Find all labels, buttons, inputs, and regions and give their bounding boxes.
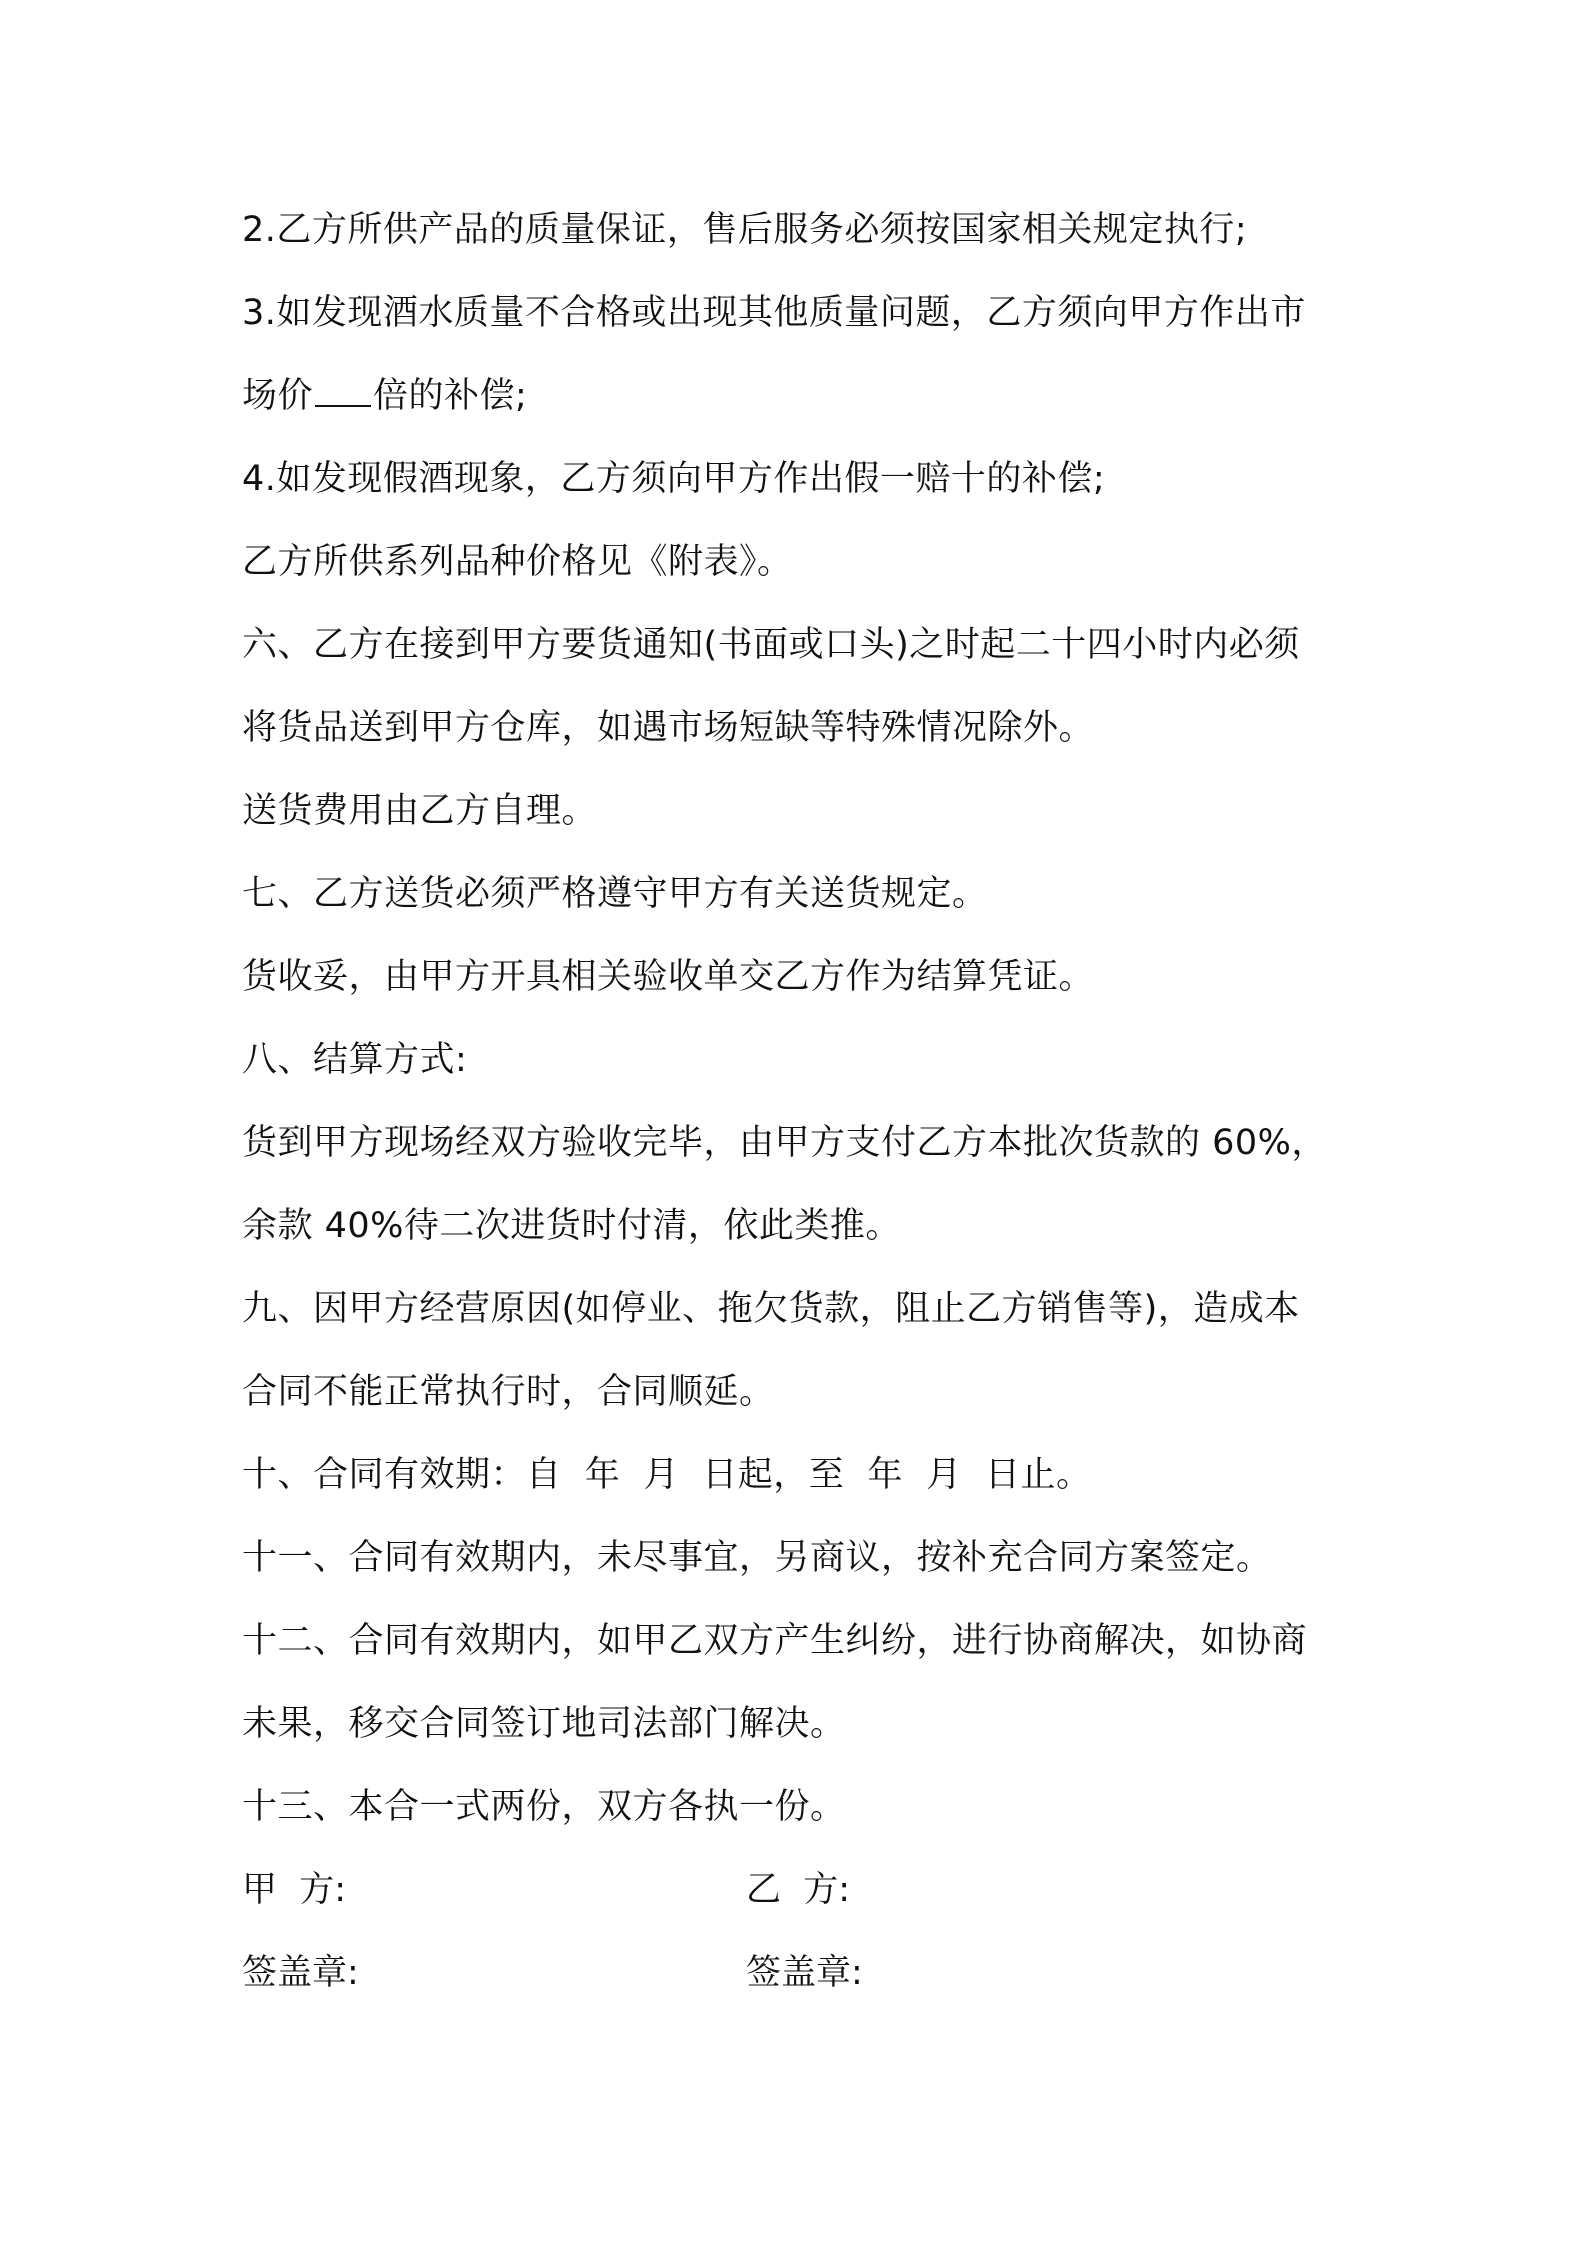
clause-3-suffix: 倍的补偿; <box>373 376 528 416</box>
price-list-note: 乙方所供系列品种价格见《附表》。 <box>242 542 793 582</box>
clause-nine-suspension: 九、因甲方经营原因(如停业、拖欠货款，阻止乙方销售等)，造成本 <box>242 1289 1300 1329</box>
clause-six-delivery: 六、乙方在接到甲方要货通知(书面或口头)之时起二十四小时内必须 <box>242 625 1300 665</box>
settlement-terms: 货到甲方现场经双方验收完毕，由甲方支付乙方本批次货款的 60%， <box>242 1123 1327 1163</box>
settlement-balance: 余款 40%待二次进货时付清，依此类推。 <box>242 1206 901 1246</box>
clause-thirteen-copies: 十三、本合一式两份，双方各执一份。 <box>242 1787 846 1827</box>
clause-eleven-supplement: 十一、合同有效期内，未尽事宜，另商议，按补充合同方案签定。 <box>242 1538 1272 1578</box>
multiplier-blank <box>315 375 371 407</box>
clause-nine-continued: 合同不能正常执行时，合同顺延。 <box>242 1372 775 1412</box>
party-b-seal-label: 签盖章: <box>746 1953 863 1993</box>
clause-4-counterfeit: 4.如发现假酒现象，乙方须向甲方作出假一赔十的补偿; <box>242 459 1106 499</box>
clause-twelve-dispute: 十二、合同有效期内，如甲乙双方产生纠纷，进行协商解决，如协商 <box>242 1621 1308 1661</box>
clause-ten-validity: 十、合同有效期：自 年 月 日起，至 年 月 日止。 <box>242 1455 1092 1495</box>
clause-six-continued: 将货品送到甲方仓库，如遇市场短缺等特殊情况除外。 <box>242 708 1095 748</box>
party-row <box>242 1864 1362 1916</box>
clause-3-prefix: 场价 <box>242 376 314 416</box>
seal-row <box>242 1947 1362 1999</box>
party-a-seal-label: 签盖章: <box>242 1953 359 1993</box>
acceptance-note: 货收妥，由甲方开具相关验收单交乙方作为结算凭证。 <box>242 957 1095 997</box>
clause-3-continued <box>242 370 1362 422</box>
clause-eight-settlement-heading: 八、结算方式: <box>242 1040 468 1080</box>
clause-2-quality: 2.乙方所供产品的质量保证，售后服务必须按国家相关规定执行; <box>242 210 1248 250</box>
party-b-label: 乙 方: <box>746 1870 851 1910</box>
clause-seven-delivery-rules: 七、乙方送货必须严格遵守甲方有关送货规定。 <box>242 874 988 914</box>
delivery-cost-note: 送货费用由乙方自理。 <box>242 791 598 831</box>
clause-3-quality-issue: 3.如发现酒水质量不合格或出现其他质量问题，乙方须向甲方作出市 <box>242 293 1306 333</box>
clause-twelve-continued: 未果，移交合同签订地司法部门解决。 <box>242 1704 846 1744</box>
party-a-label: 甲 方: <box>242 1870 347 1910</box>
